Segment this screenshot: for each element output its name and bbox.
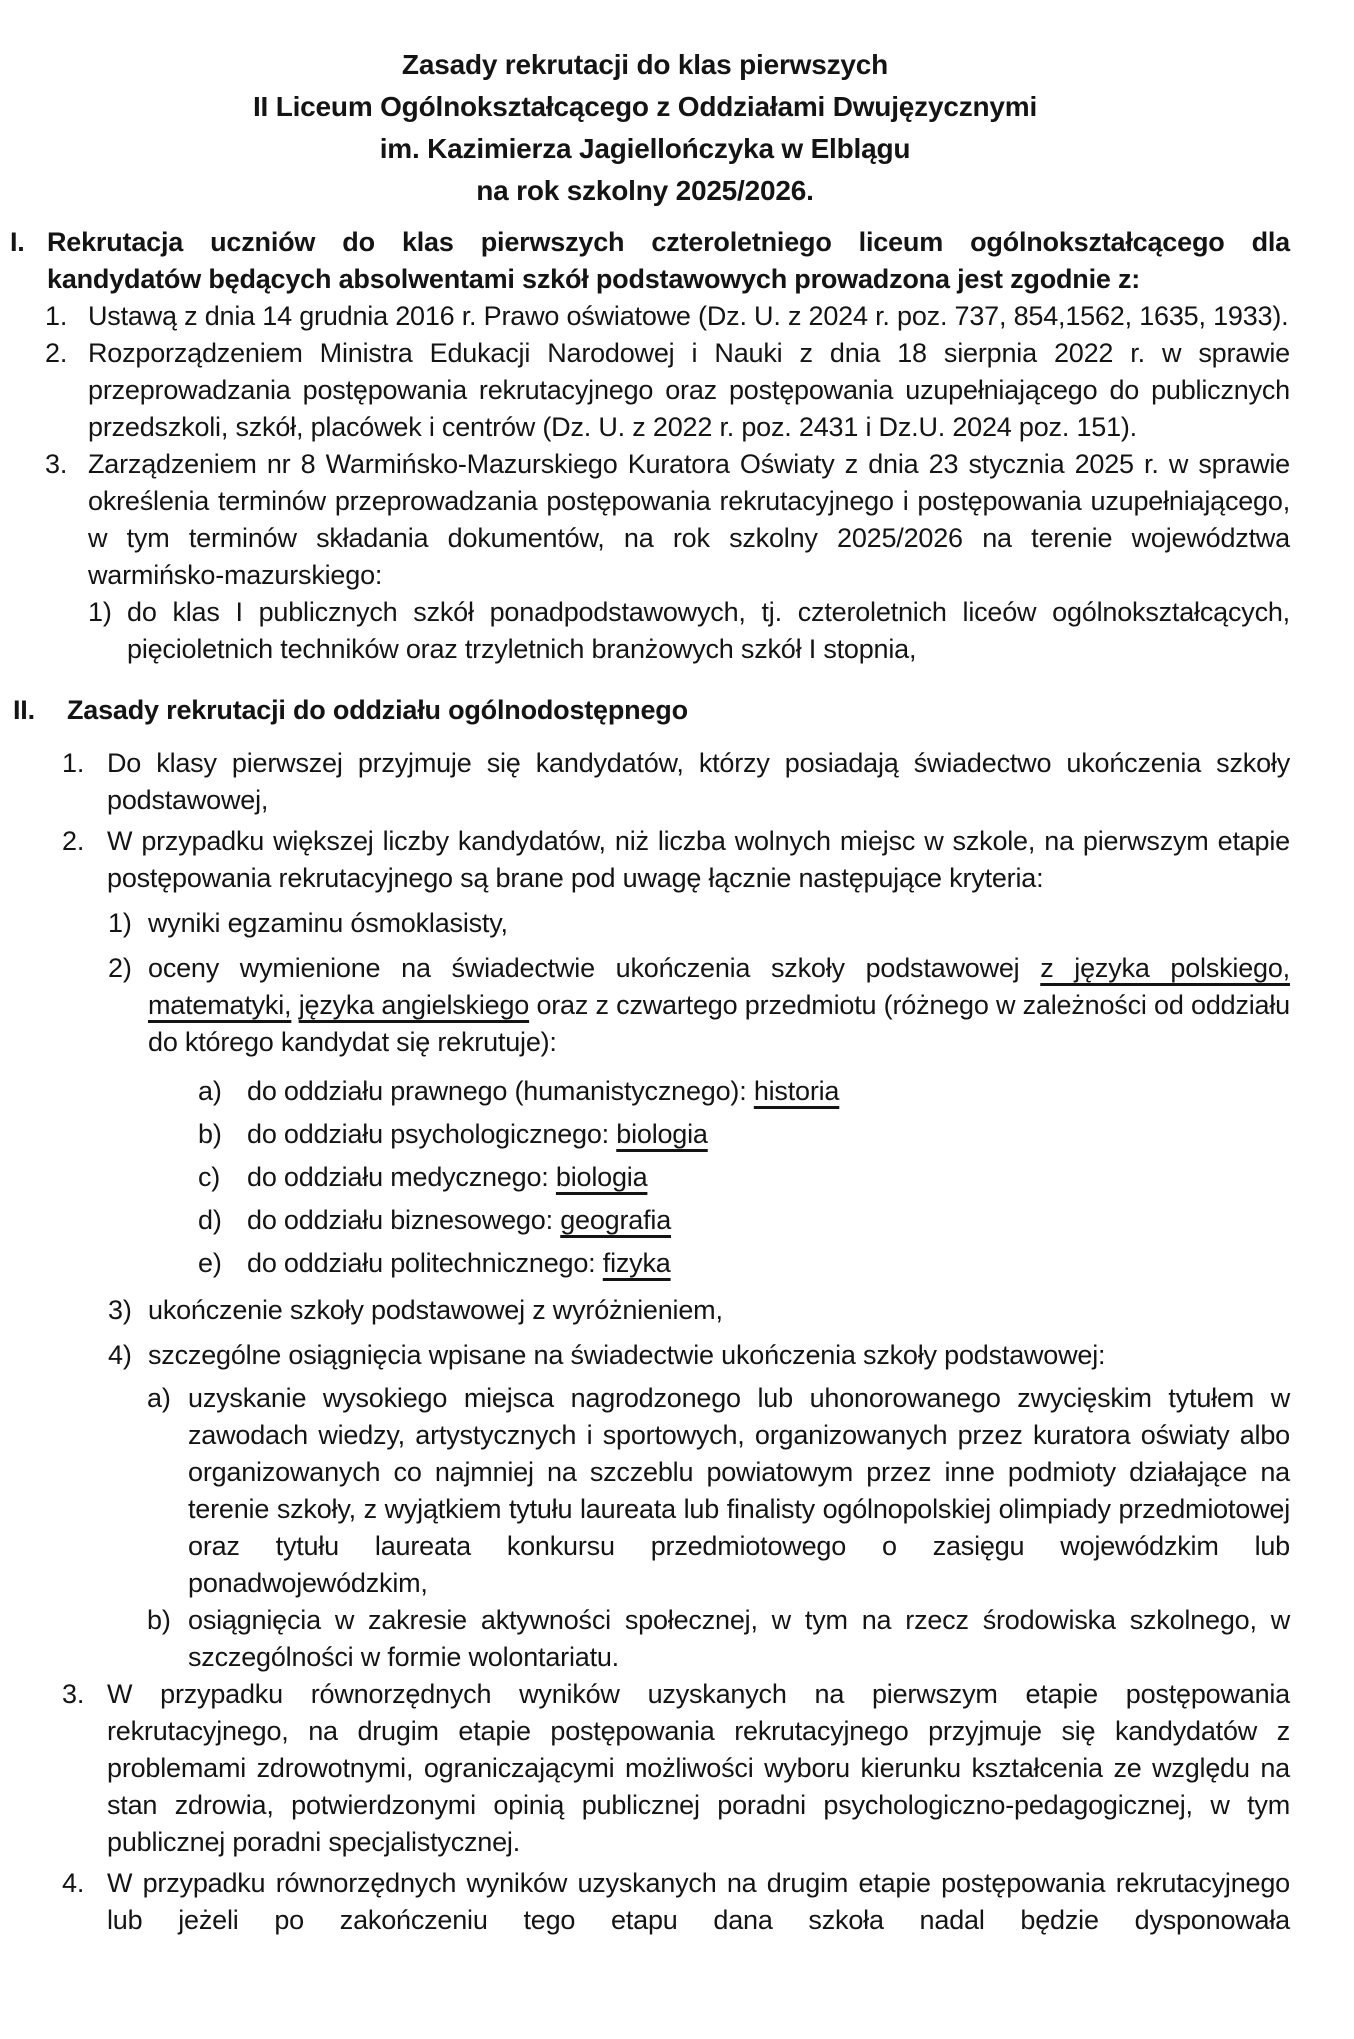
underlined-text: języka angielskiego <box>298 990 530 1020</box>
title-line: im. Kazimierza Jagiellończyka w Elblągu <box>379 133 911 164</box>
underlined-text: matematyki, <box>148 990 292 1020</box>
list-marker: 1. <box>45 301 68 331</box>
list-marker: b) <box>198 1119 222 1149</box>
section-heading: II. Zasady rekrutacji do oddziału ogólnodostępnego <box>0 692 1290 729</box>
list-marker: 2) <box>108 953 132 983</box>
list-marker: e) <box>198 1248 222 1278</box>
list-marker: 4. <box>62 1868 85 1898</box>
list-marker: 4) <box>108 1340 132 1370</box>
list-marker: I. <box>10 227 25 257</box>
title-line: na rok szkolny 2025/2026. <box>476 175 814 206</box>
list-item: 1. Do klasy pierwszej przyjmuje się kandydatów, którzy posiadają świadectwo ukończenia szkoły podstawowej, <box>0 745 1290 819</box>
document-title <box>0 44 1290 212</box>
underlined-text: geografia <box>560 1205 672 1235</box>
list-item: 2. Rozporządzeniem Ministra Edukacji Narodowej i Nauki z dnia 18 sierpnia 2022 r. w sprawie przeprowadzania postępowania rekrutacyjnego oraz postępowania uzupełniającego do publicznych przedszkoli, szkół, placówek i centrów (Dz. U. z 2022 r. poz. 2431 i Dz.U. 2024 poz. 151). <box>0 335 1290 446</box>
list-item: b) osiągnięcia w zakresie aktywności społecznej, w tym na rzecz środowiska szkolnego, w szczególności w formie wolontariatu. <box>0 1602 1290 1676</box>
list-item: e) do oddziału politechnicznego: fizyka <box>0 1245 1290 1282</box>
list-marker: 3) <box>108 1295 132 1325</box>
section-heading: I. Rekrutacja uczniów do klas pierwszych czteroletniego liceum ogólnokształcącego dla kandydatów będących absolwentami szkół podstawowych prowadzona jest zgodnie z: <box>0 224 1290 298</box>
list-marker: II. <box>13 695 35 725</box>
list-marker: d) <box>198 1205 222 1235</box>
list-marker: c) <box>198 1162 221 1192</box>
list-item: 4. W przypadku równorzędnych wyników uzyskanych na drugim etapie postępowania rekrutacyjnego lub jeżeli po zakończeniu tego etapu dana szkoła nadal będzie dysponowała <box>0 1865 1290 1939</box>
list-item: 1) wyniki egzaminu ósmoklasisty, <box>0 905 1290 942</box>
title-line: II Liceum Ogólnokształcącego z Oddziałami Dwujęzycznymi <box>252 91 1038 122</box>
list-item: 1) do klas I publicznych szkół ponadpodstawowych, tj. czteroletnich liceów ogólnokształcących, pięcioletnich techników oraz trzyletnich branżowych szkół I stopnia, <box>0 594 1290 668</box>
list-marker: a) <box>198 1076 222 1106</box>
list-item: d) do oddziału biznesowego: geografia <box>0 1202 1290 1239</box>
underlined-text: z języka polskiego, <box>1040 953 1290 983</box>
list-marker: 2. <box>62 826 85 856</box>
list-item: 3. W przypadku równorzędnych wyników uzyskanych na pierwszym etapie postępowania rekrutacyjnego, na drugim etapie postępowania rekrutacyjnego przyjmuje się kandydatów z problemami zdrowotnymi, ograniczającymi możliwości wyboru kierunku kształcenia ze względu na stan zdrowia, potwierdzonymi opinią publicznej poradni psychologiczno-pedagogicznej, w tym publicznej poradni specjalistycznej. <box>0 1676 1290 1861</box>
list-marker: 1) <box>88 597 112 627</box>
list-item: 4) szczególne osiągnięcia wpisane na świadectwie ukończenia szkoły podstawowej: <box>0 1337 1290 1374</box>
list-marker: 2. <box>45 338 68 368</box>
list-item: a) uzyskanie wysokiego miejsca nagrodzonego lub uhonorowanego zwycięskim tytułem w zawodach wiedzy, artystycznych i sportowych, organizowanych przez kuratora oświaty albo organizowanych co najmniej na szczeblu powiatowym przez inne podmioty działające na terenie szkoły, z wyjątkiem tytułu laureata lub finalisty ogólnopolskiej olimpiady przedmiotowej oraz tytułu laureata konkursu przedmiotowego o zasięgu wojewódzkim lub ponadwojewódzkim, <box>0 1380 1290 1602</box>
list-item: 3. Zarządzeniem nr 8 Warmińsko-Mazurskiego Kuratora Oświaty z dnia 23 stycznia 2025 r. w sprawie określenia terminów przeprowadzania postępowania rekrutacyjnego i postępowania uzupełniającego, w tym terminów składania dokumentów, na rok szkolny 2025/2026 na terenie województwa warmińsko-mazurskiego: <box>0 446 1290 594</box>
underlined-text: historia <box>753 1076 840 1106</box>
underlined-text: biologia <box>555 1162 648 1192</box>
underlined-text: fizyka <box>602 1248 671 1278</box>
title-line: Zasady rekrutacji do klas pierwszych <box>401 49 889 80</box>
list-marker: 1. <box>62 748 85 778</box>
document-body <box>0 224 1290 1939</box>
list-item: b) do oddziału psychologicznego: biologia <box>0 1116 1290 1153</box>
list-marker: 1) <box>108 908 132 938</box>
underlined-text: biologia <box>616 1119 708 1149</box>
list-marker: 3. <box>62 1679 85 1709</box>
list-marker: 3. <box>45 449 68 479</box>
list-marker: b) <box>147 1605 171 1635</box>
list-marker: a) <box>147 1383 171 1413</box>
list-item: 2. W przypadku większej liczby kandydatów, niż liczba wolnych miejsc w szkole, na pierwszym etapie postępowania rekrutacyjnego są brane pod uwagę łącznie następujące kryteria: <box>0 823 1290 897</box>
list-item: a) do oddziału prawnego (humanistycznego): historia <box>0 1073 1290 1110</box>
list-item: c) do oddziału medycznego: biologia <box>0 1159 1290 1196</box>
list-item: 1. Ustawą z dnia 14 grudnia 2016 r. Prawo oświatowe (Dz. U. z 2024 r. poz. 737, 854,1562, 1635, 1933). <box>0 298 1290 335</box>
list-item: 2) oceny wymienione na świadectwie ukończenia szkoły podstawowej z języka polskiego, matematyki, języka angielskiego oraz z czwartego przedmiotu (różnego w zależności od oddziału do którego kandydat się rekrutuje): <box>0 950 1290 1061</box>
list-item: 3) ukończenie szkoły podstawowej z wyróżnieniem, <box>0 1292 1290 1329</box>
